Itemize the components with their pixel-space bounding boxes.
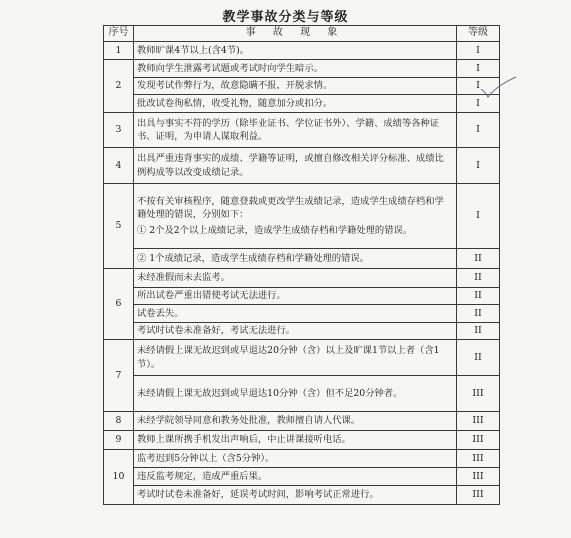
table-row	[104, 486, 500, 505]
description-text: 未经准假而未去监考。	[137, 272, 230, 284]
accident-description	[134, 450, 457, 468]
header-level: 等级	[457, 26, 500, 42]
description-text: 考试时试卷未准备好，考试无法进行。	[137, 325, 296, 337]
description-text: 违反监考规定，造成严重后果。	[137, 470, 268, 482]
description-text: 试卷丢失。	[137, 307, 184, 319]
row-number: 9	[104, 431, 134, 450]
row-number: 10	[104, 450, 134, 505]
accident-description	[134, 148, 457, 184]
accident-description	[134, 305, 457, 323]
description-text: 未经学院领导同意和教务处批准，教师擅自请人代课。	[137, 415, 361, 427]
table-row	[104, 412, 500, 431]
accident-level: I	[457, 78, 500, 95]
accident-description	[134, 113, 457, 148]
description-text: 教师上课所携手机发出声响后，中止讲课接听电话。	[137, 434, 351, 446]
accident-level: I	[457, 148, 500, 184]
page-title: 教学事故分类与等级	[222, 10, 349, 25]
accident-description	[134, 95, 457, 113]
accident-description	[134, 323, 457, 340]
accident-level: II	[457, 269, 500, 288]
table-row	[104, 450, 500, 468]
accident-level: III	[457, 450, 500, 468]
description-text: 出具严重违背事实的成绩、学籍等证明，或擅自修改相关评分标准、成绩比例构成等以改变成绩记录。	[137, 153, 444, 178]
accident-description	[134, 340, 457, 376]
accident-level: I	[457, 60, 500, 78]
row-number: 6	[104, 269, 134, 340]
table-row	[104, 376, 500, 412]
accident-description	[134, 249, 457, 269]
table-row	[104, 113, 500, 148]
description-text: 所出试卷严重出错使考试无法进行。	[137, 290, 286, 302]
description-text: ② 1个成绩记录，造成学生成绩存档和学籍处理的错误。	[137, 252, 369, 264]
row-number: 1	[104, 42, 134, 60]
handwritten-check-mark	[478, 76, 518, 100]
accident-description	[134, 431, 457, 450]
accident-description	[134, 486, 457, 505]
accident-description	[134, 376, 457, 412]
table-row	[104, 340, 500, 376]
table-row	[104, 78, 500, 95]
accident-level: III	[457, 486, 500, 505]
description-text: 不按有关审核程序，随意登载或更改学生成绩记录，造成学生成绩存档和学籍处理的错误，分别如下：	[137, 195, 444, 221]
accident-level: I	[457, 184, 500, 249]
description-text: 教师旷课4节以上(含4节)。	[137, 44, 250, 56]
row-number: 2	[104, 60, 134, 113]
description-text: 未经请假上课无故迟到或早退达20分钟（含）以上及旷课1节以上者（含1节）。	[137, 345, 440, 370]
accident-level: III	[457, 376, 500, 412]
accident-level: II	[457, 305, 500, 323]
accident-level: I	[457, 42, 500, 60]
table-row	[104, 249, 500, 269]
accident-description	[134, 468, 457, 486]
description-text: 批改试卷徇私情，收受礼物，随意加分或扣分。	[137, 97, 333, 109]
table-row	[104, 60, 500, 78]
description-text: 发现考试作弊行为，故意隐瞒不报，开脱求情。	[137, 80, 333, 92]
table-row	[104, 95, 500, 113]
table-row	[104, 269, 500, 288]
accident-level: III	[457, 468, 500, 486]
accident-description	[134, 288, 457, 305]
accident-description	[134, 78, 457, 95]
table-row	[104, 288, 500, 305]
row-number: 3	[104, 113, 134, 148]
accident-description	[134, 269, 457, 288]
accident-level: I	[457, 95, 500, 113]
accident-level: II	[457, 288, 500, 305]
row-number: 4	[104, 148, 134, 184]
description-subitem: ① 2个及2个以上成绩记录，造成学生成绩存档和学籍处理的错误。	[137, 224, 413, 236]
table-row	[104, 305, 500, 323]
accident-description	[134, 412, 457, 431]
table-row	[104, 323, 500, 340]
table-row	[104, 184, 500, 249]
row-number: 7	[104, 340, 134, 412]
accident-description	[134, 42, 457, 60]
accident-table	[103, 25, 500, 505]
table-row	[104, 468, 500, 486]
description-text: 监考迟到5分钟以上（含5分钟）。	[137, 452, 275, 464]
accident-level: I	[457, 113, 500, 148]
accident-level: II	[457, 340, 500, 376]
row-number: 5	[104, 184, 134, 269]
accident-level: III	[457, 431, 500, 450]
accident-description	[134, 184, 457, 249]
row-number: 8	[104, 412, 134, 431]
table-row	[104, 148, 500, 184]
table-row	[104, 431, 500, 450]
description-text: 未经请假上课无故迟到或早退达10分钟（含）但不足20分钟者。	[137, 387, 403, 399]
description-text: 教师向学生泄露考试题或考试时向学生暗示。	[137, 62, 323, 74]
accident-level: II	[457, 323, 500, 340]
header-no: 序号	[104, 26, 134, 42]
accident-description	[134, 60, 457, 78]
description-text: 出具与事实不符的学历（除毕业证书、学位证书外）、学籍、成绩等各种证书、证明，为申请人谋取利益。	[137, 117, 440, 142]
table-row	[104, 42, 500, 60]
accident-level: II	[457, 249, 500, 269]
header-event: 事 故 现 象	[134, 26, 457, 42]
table-header-row	[104, 26, 500, 42]
accident-level: III	[457, 412, 500, 431]
description-text: 考试时试卷未准备好，延误考试时间，影响考试正常进行。	[137, 489, 379, 501]
